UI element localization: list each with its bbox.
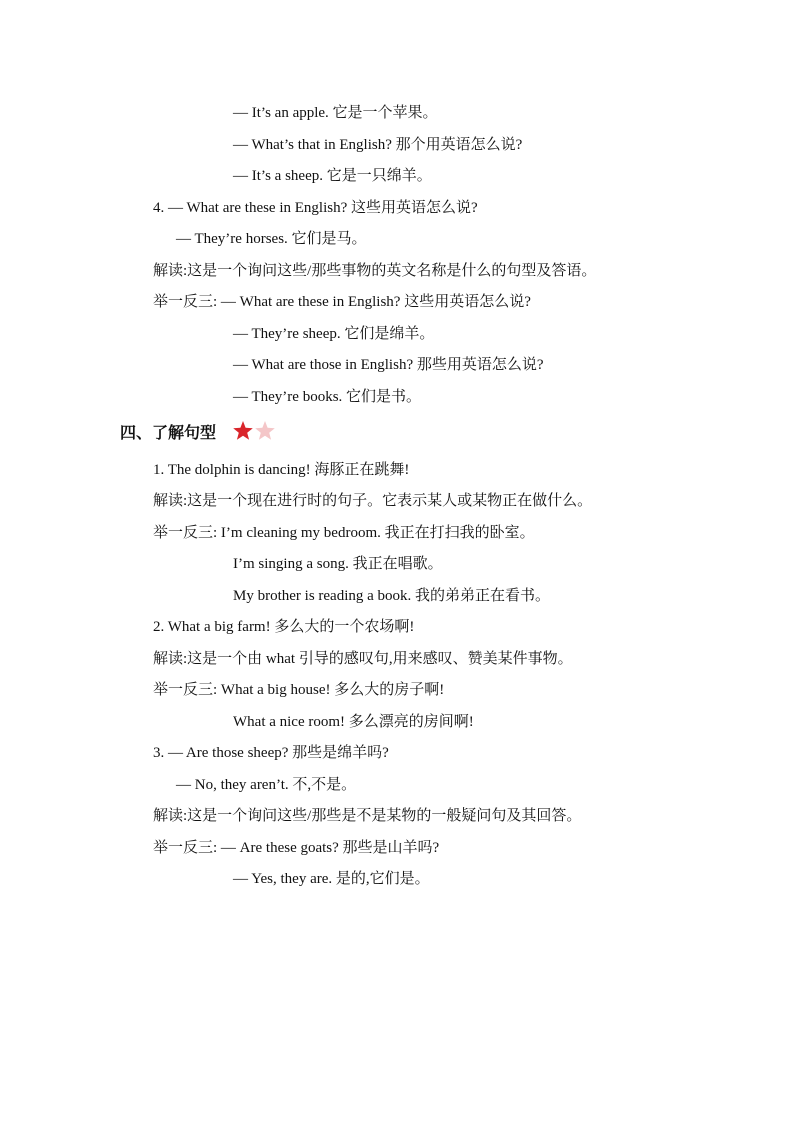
sentence-3: 3. — Are those sheep? 那些是绵羊吗? [153, 745, 389, 761]
example-line: 举一反三: — What are these in English? 这些用英语怎么说? [153, 294, 531, 310]
star-empty-icon [255, 421, 275, 440]
dialog-line: — It’s an apple. 它是一个苹果。 [233, 105, 438, 121]
example-line: — What are those in English? 那些用英语怎么说? [233, 357, 544, 373]
answer-3: — No, they aren’t. 不,不是。 [176, 777, 357, 793]
explanation: 解读:这是一个询问这些/那些是不是某物的一般疑问句及其回答。 [153, 808, 582, 824]
example-line: — Yes, they are. 是的,它们是。 [233, 871, 430, 887]
example-line: 举一反三: — Are these goats? 那些是山羊吗? [153, 840, 440, 856]
example-line: 举一反三: What a big house! 多么大的房子啊! [153, 682, 445, 698]
section-title: 四、了解句型 [120, 423, 217, 442]
example-line: My brother is reading a book. 我的弟弟正在看书。 [233, 588, 551, 604]
question-4: 4. — What are these in English? 这些用英语怎么说? [153, 200, 478, 216]
example-line: — They’re books. 它们是书。 [233, 389, 422, 405]
answer-4: — They’re horses. 它们是马。 [176, 231, 367, 247]
example-line: — They’re sheep. 它们是绵羊。 [233, 326, 435, 342]
sentence-1: 1. The dolphin is dancing! 海豚正在跳舞! [153, 462, 410, 478]
explanation: 解读:这是一个询问这些/那些事物的英文名称是什么的句型及答语。 [153, 263, 597, 279]
dialog-line: — What’s that in English? 那个用英语怎么说? [233, 137, 523, 153]
rating-stars [232, 420, 278, 442]
explanation: 解读:这是一个现在进行时的句子。它表示某人或某物正在做什么。 [153, 493, 593, 509]
dialog-line: — It’s a sheep. 它是一只绵羊。 [233, 168, 432, 184]
star-filled-icon [233, 421, 253, 440]
example-line: I’m singing a song. 我正在唱歌。 [233, 556, 443, 572]
sentence-2: 2. What a big farm! 多么大的一个农场啊! [153, 619, 415, 635]
example-line: 举一反三: I’m cleaning my bedroom. 我正在打扫我的卧室。 [153, 525, 535, 541]
explanation: 解读:这是一个由 what 引导的感叹句,用来感叹、赞美某件事物。 [153, 651, 573, 667]
example-line: What a nice room! 多么漂亮的房间啊! [233, 714, 474, 730]
